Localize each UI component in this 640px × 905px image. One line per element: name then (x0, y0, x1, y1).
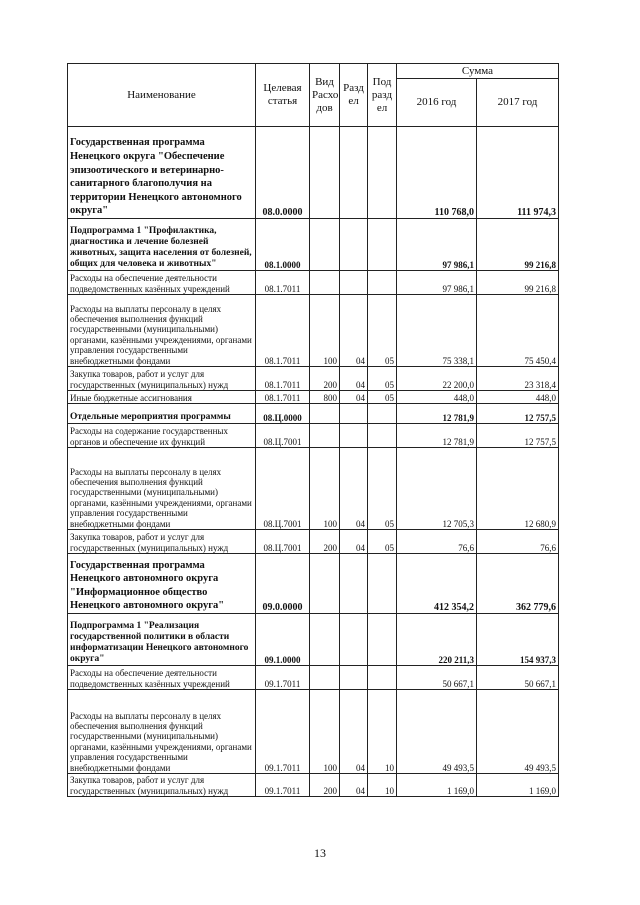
row-sum-2016: 75 338,1 (397, 295, 477, 367)
row-target: 09.0.0000 (256, 554, 310, 614)
row-subsection: 05 (368, 448, 397, 530)
row-type (310, 554, 340, 614)
row-sum-2017: 75 450,4 (477, 295, 559, 367)
header-section: Разд ел (340, 64, 368, 127)
row-name: Расходы на выплаты персоналу в целях обеспечения выполнения функций государственными (муниципальными) органами, казёнными учреждениями, органами управления государственными внебюджетными фондами (68, 690, 256, 774)
row-name: Государственная программа Ненецкого автономного округа "Информационное общество Ненецкого автономного округа" (68, 554, 256, 614)
row-section (340, 219, 368, 271)
row-name: Закупка товаров, работ и услуг для государственных (муниципальных) нужд (68, 774, 256, 797)
row-type (310, 127, 340, 219)
row-type (310, 404, 340, 424)
table-row (68, 690, 559, 774)
row-sum-2017: 12 757,5 (477, 424, 559, 448)
row-sum-2017: 50 667,1 (477, 666, 559, 690)
row-type (310, 424, 340, 448)
row-sum-2017: 99 216,8 (477, 219, 559, 271)
row-subsection (368, 271, 397, 295)
header-target: Целевая статья (256, 64, 310, 127)
row-target: 08.Ц.7001 (256, 448, 310, 530)
row-type: 100 (310, 690, 340, 774)
row-name: Закупка товаров, работ и услуг для государственных (муниципальных) нужд (68, 530, 256, 554)
table-row (68, 424, 559, 448)
row-subsection: 10 (368, 690, 397, 774)
row-subsection (368, 219, 397, 271)
row-target: 08.1.7011 (256, 391, 310, 404)
row-name: Закупка товаров, работ и услуг для государственных (муниципальных) нужд (68, 367, 256, 391)
row-sum-2016: 412 354,2 (397, 554, 477, 614)
table-row (68, 666, 559, 690)
row-sum-2016: 12 781,9 (397, 404, 477, 424)
row-name: Расходы на обеспечение деятельности подведомственных казённых учреждений (68, 666, 256, 690)
row-name: Подпрограмма 1 "Профилактика, диагностика и лечение болезней животных, защита населения от болезней, общих для человека и животных" (68, 219, 256, 271)
row-type: 200 (310, 367, 340, 391)
row-subsection (368, 424, 397, 448)
row-section: 04 (340, 391, 368, 404)
row-sum-2017: 76,6 (477, 530, 559, 554)
row-target: 08.Ц.0000 (256, 404, 310, 424)
row-section: 04 (340, 448, 368, 530)
row-target: 08.Ц.7001 (256, 424, 310, 448)
row-type (310, 666, 340, 690)
row-subsection: 05 (368, 530, 397, 554)
row-type: 100 (310, 448, 340, 530)
row-sum-2016: 12 705,3 (397, 448, 477, 530)
table-row (68, 554, 559, 614)
row-section (340, 404, 368, 424)
row-subsection (368, 127, 397, 219)
table-row (68, 271, 559, 295)
table-row (68, 295, 559, 367)
row-subsection: 05 (368, 295, 397, 367)
row-name: Расходы на выплаты персоналу в целях обеспечения выполнения функций государственными (муниципальными) органами, казёнными учреждениями, органами управления государственными внебюджетными фондами (68, 448, 256, 530)
row-name: Подпрограмма 1 "Реализация государственной политики в области информатизации Ненецкого автономного округа" (68, 614, 256, 666)
row-sum-2016: 448,0 (397, 391, 477, 404)
row-target: 08.1.0000 (256, 219, 310, 271)
row-type (310, 219, 340, 271)
row-name: Расходы на обеспечение деятельности подведомственных казённых учреждений (68, 271, 256, 295)
row-target: 08.1.7011 (256, 295, 310, 367)
row-section (340, 666, 368, 690)
header-year-2016: 2016 год (397, 79, 477, 127)
row-sum-2017: 23 318,4 (477, 367, 559, 391)
row-sum-2016: 1 169,0 (397, 774, 477, 797)
row-target: 09.1.7011 (256, 774, 310, 797)
row-subsection (368, 554, 397, 614)
row-type: 200 (310, 774, 340, 797)
row-type (310, 614, 340, 666)
row-target: 09.1.0000 (256, 614, 310, 666)
row-subsection (368, 404, 397, 424)
row-section: 04 (340, 690, 368, 774)
row-sum-2016: 110 768,0 (397, 127, 477, 219)
row-section: 04 (340, 295, 368, 367)
row-section: 04 (340, 367, 368, 391)
row-section: 04 (340, 774, 368, 797)
row-target: 08.0.0000 (256, 127, 310, 219)
header-year-2017: 2017 год (477, 79, 559, 127)
row-name: Расходы на содержание государственных органов и обеспечение их функций (68, 424, 256, 448)
row-type: 100 (310, 295, 340, 367)
header-subsection: Под разд ел (368, 64, 397, 127)
row-section (340, 614, 368, 666)
row-name: Иные бюджетные ассигнования (68, 391, 256, 404)
table-row (68, 391, 559, 404)
table-row (68, 219, 559, 271)
row-type: 800 (310, 391, 340, 404)
row-target: 09.1.7011 (256, 690, 310, 774)
row-sum-2016: 50 667,1 (397, 666, 477, 690)
row-sum-2017: 111 974,3 (477, 127, 559, 219)
row-name: Государственная программа Ненецкого округа "Обеспечение эпизоотического и ветеринарно-санитарного благополучия на территории Ненецкого автономного округа" (68, 127, 256, 219)
row-subsection (368, 614, 397, 666)
table-row (68, 404, 559, 424)
row-target: 08.Ц.7001 (256, 530, 310, 554)
row-section (340, 424, 368, 448)
header-name: Наименование (68, 64, 256, 127)
row-sum-2016: 22 200,0 (397, 367, 477, 391)
row-sum-2017: 154 937,3 (477, 614, 559, 666)
row-subsection: 10 (368, 774, 397, 797)
row-type: 200 (310, 530, 340, 554)
table-row (68, 530, 559, 554)
row-subsection: 05 (368, 367, 397, 391)
row-sum-2017: 49 493,5 (477, 690, 559, 774)
page-number: 13 (314, 846, 326, 860)
row-target: 09.1.7011 (256, 666, 310, 690)
row-sum-2017: 12 680,9 (477, 448, 559, 530)
row-sum-2017: 1 169,0 (477, 774, 559, 797)
row-sum-2016: 49 493,5 (397, 690, 477, 774)
row-sum-2017: 448,0 (477, 391, 559, 404)
table-row (68, 367, 559, 391)
row-subsection (368, 666, 397, 690)
table-row (68, 774, 559, 797)
header-type: Вид Расхо дов (310, 64, 340, 127)
row-section (340, 127, 368, 219)
row-sum-2016: 12 781,9 (397, 424, 477, 448)
table-row (68, 614, 559, 666)
table-row (68, 448, 559, 530)
row-sum-2016: 97 986,1 (397, 219, 477, 271)
row-name: Расходы на выплаты персоналу в целях обеспечения выполнения функций государственными (муниципальными) органами, казёнными учреждениями, органами управления государственными внебюджетными фондами (68, 295, 256, 367)
budget-table (67, 63, 559, 797)
row-sum-2017: 362 779,6 (477, 554, 559, 614)
table-row (68, 127, 559, 219)
row-name: Отдельные мероприятия программы (68, 404, 256, 424)
row-target: 08.1.7011 (256, 367, 310, 391)
header-sum: Сумма (397, 64, 559, 79)
row-subsection: 05 (368, 391, 397, 404)
row-section (340, 271, 368, 295)
row-section (340, 554, 368, 614)
row-sum-2016: 220 211,3 (397, 614, 477, 666)
row-sum-2017: 12 757,5 (477, 404, 559, 424)
row-sum-2016: 76,6 (397, 530, 477, 554)
row-sum-2017: 99 216,8 (477, 271, 559, 295)
row-target: 08.1.7011 (256, 271, 310, 295)
row-type (310, 271, 340, 295)
row-section: 04 (340, 530, 368, 554)
row-sum-2016: 97 986,1 (397, 271, 477, 295)
table-body (68, 127, 559, 797)
